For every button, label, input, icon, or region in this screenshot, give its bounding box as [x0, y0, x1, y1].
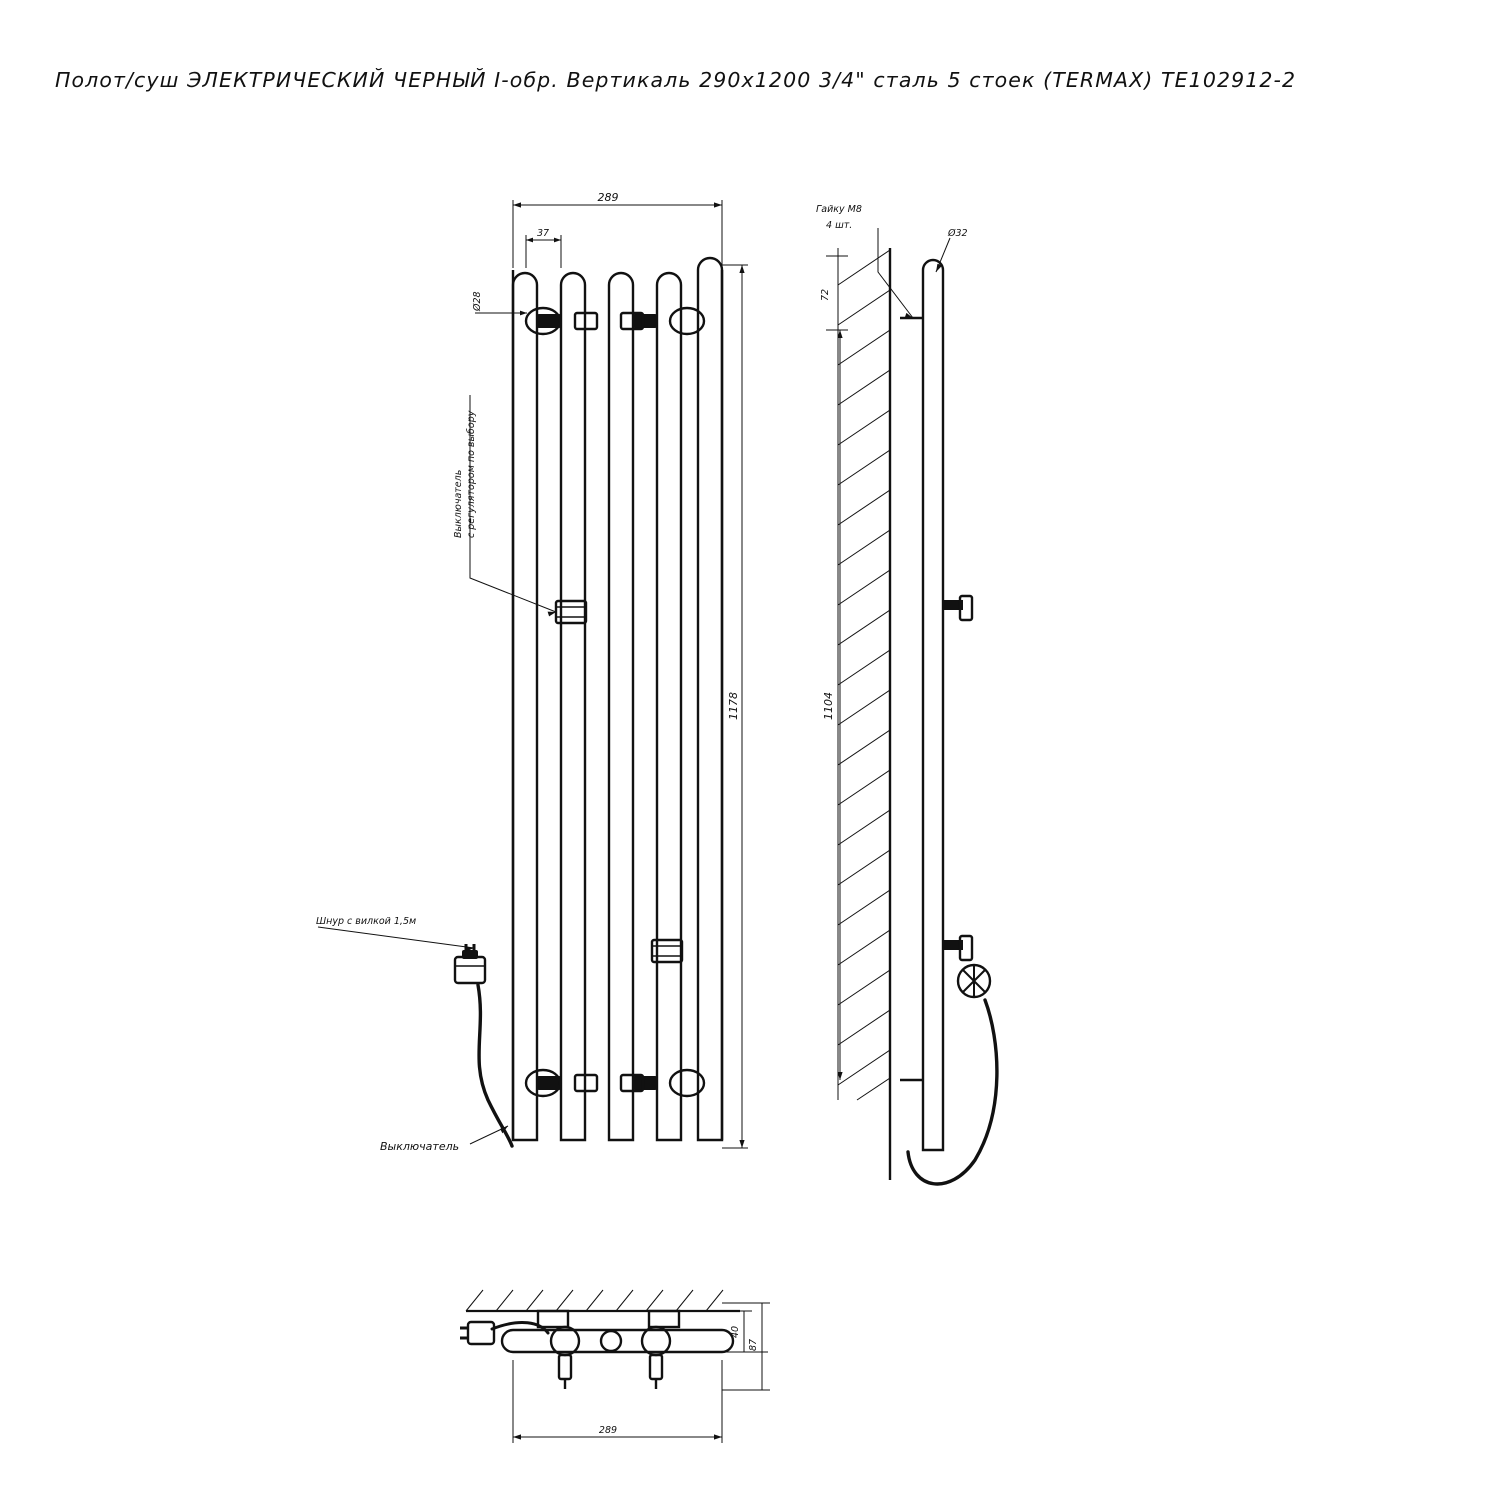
top-depth-b-label: 87: [748, 1338, 759, 1352]
front-frame-outline: [513, 270, 722, 1140]
front-thermostat-label-line1: Выключатель: [453, 469, 464, 538]
side-bracket-diameter-dimension: [936, 228, 968, 272]
side-power-cord: [908, 965, 997, 1184]
front-tube-diameter-dimension: [472, 291, 527, 315]
top-depth-dimensions: [722, 1303, 770, 1390]
front-top-collector: [526, 308, 704, 334]
side-nut-label: Гайку М8: [816, 204, 862, 215]
top-mount-plates: [538, 1311, 679, 1327]
side-brackets: [943, 596, 972, 960]
front-height-dimension: [722, 265, 748, 1148]
page-title: Полот/суш ЭЛЕКТРИЧЕСКИЙ ЧЕРНЫЙ I-обр. Вертикаль 290х1200 3/4" сталь 5 стоек (TERMAX) TE102912-2: [55, 68, 1297, 92]
front-vertical-tubes: [513, 258, 722, 1140]
top-width-dimension: [513, 1360, 722, 1443]
front-width-label: 289: [597, 191, 619, 204]
front-switch-label: Выключатель: [380, 1140, 460, 1153]
front-tube-diameter-label: Ø28: [472, 291, 483, 311]
side-height-dimension: [822, 330, 843, 1080]
front-thermostat-label-line2: с регулятором по выбору: [466, 410, 477, 538]
front-bottom-collector: [526, 1070, 704, 1096]
side-height-label: 1104: [822, 692, 835, 720]
front-switch-annotation: [380, 1126, 508, 1153]
front-view-group: [316, 191, 748, 1153]
front-thermostat-annotation: [453, 395, 556, 616]
top-depth-a-label: 40: [730, 1325, 741, 1339]
top-view-group: [460, 1290, 770, 1443]
side-wall: [838, 248, 890, 1180]
front-power-cord: [455, 944, 512, 1146]
side-offset-dimension: [820, 256, 848, 330]
top-tube-sections: [551, 1327, 670, 1389]
front-spacing-dimension: [526, 228, 561, 268]
top-width-label: 289: [598, 1425, 618, 1436]
side-view-group: [816, 204, 997, 1184]
side-bracket-diameter-label: Ø32: [948, 228, 968, 239]
front-cord-label: Шнур с вилкой 1,5м: [316, 916, 417, 927]
top-wall: [466, 1290, 740, 1311]
front-spacing-label: 37: [536, 228, 550, 239]
front-height-label: 1178: [727, 692, 740, 720]
front-cord-annotation: [316, 916, 474, 951]
side-nut-qty-label: 4 шт.: [826, 220, 853, 231]
side-tube: [900, 260, 943, 1150]
side-offset-label: 72: [820, 288, 831, 302]
